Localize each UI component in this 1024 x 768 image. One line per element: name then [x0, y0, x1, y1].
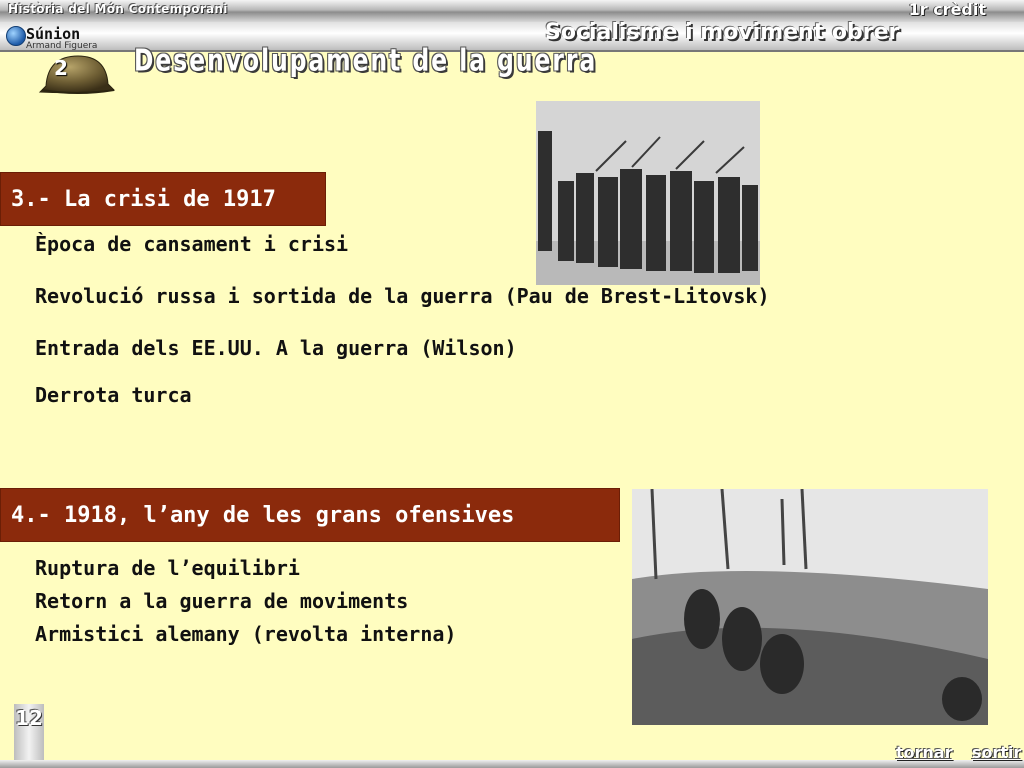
list-item: Revolució russa i sortida de la guerra (Pau de Brest-Litovsk): [35, 284, 770, 308]
page-number-badge: [14, 704, 44, 768]
page-number: 12: [15, 706, 43, 730]
trench-soldiers-photo: [632, 489, 988, 725]
subject-title: Socialisme i moviment obrer: [545, 20, 900, 45]
list-item: Retorn a la guerra de moviments: [35, 589, 409, 613]
exit-link[interactable]: sortir: [972, 743, 1022, 762]
page-title: Desenvolupament de la guerra: [134, 44, 598, 79]
list-item: Època de cansament i crisi: [35, 232, 349, 256]
chapter-number: 2: [54, 56, 68, 80]
globe-icon: [6, 26, 26, 46]
list-item: Entrada dels EE.UU. A la guerra (Wilson): [35, 336, 517, 360]
list-item: Ruptura de l’equilibri: [35, 556, 300, 580]
helmet-icon: [38, 50, 116, 98]
author-name: Armand Figuera: [26, 41, 98, 51]
section-header-crisis-1917: 3.- La crisi de 1917: [0, 172, 326, 226]
section-header-1918-offensives: 4.- 1918, l’any de les grans ofensives: [0, 488, 620, 542]
bottom-bar: [0, 760, 1024, 768]
logo-text: Súnion: [26, 25, 81, 43]
sunion-logo: [6, 24, 116, 50]
marching-soldiers-photo: [536, 101, 760, 285]
course-title: Història del Món Contemporani: [8, 2, 228, 16]
credit-label: 1r crèdit: [908, 0, 986, 19]
list-item: Armistici alemany (revolta interna): [35, 622, 457, 646]
back-link[interactable]: tornar: [896, 743, 953, 762]
list-item: Derrota turca: [35, 383, 192, 407]
